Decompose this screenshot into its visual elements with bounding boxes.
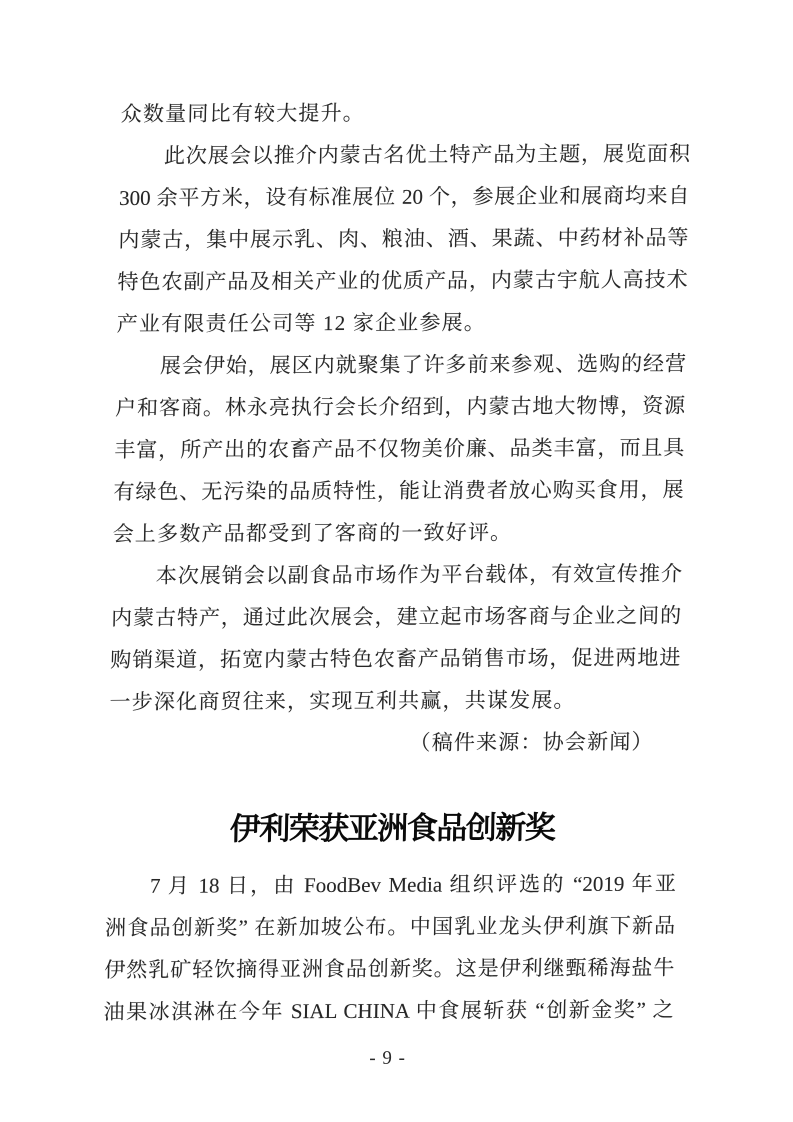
page-content: [102, 91, 691, 1073]
source-note: （稿件来源：协会新闻）: [409, 729, 654, 755]
text-line: 洲食品创新奖” 在新加坡公布。中国乳业龙头伊利旗下新品: [104, 913, 676, 940]
text-line: 内蒙古特产，通过此次展会，建立起市场客商与企业之间的: [110, 603, 682, 630]
text-line: 7 月 18 日，由 FoodBev Media 组织评选的 “2019 年亚: [149, 871, 677, 898]
text-line: 伊然乳矿轻饮摘得亚洲食品创新奖。这是伊利继甄稀海盐牛: [104, 955, 675, 982]
text-line: 本次展销会以副食品市场作为平台载体，有效宣传推介: [155, 561, 683, 588]
text-line: 此次展会以推介内蒙古名优土特产品为主题，展览面积: [163, 141, 691, 168]
text-line: 众数量同比有较大提升。: [120, 100, 366, 126]
text-line: 有绿色、无污染的品质特性，能让消费者放心购买食用，展: [113, 477, 684, 504]
text-line: 300 余平方米，设有标准展位 20 个，参展企业和展商均来自: [118, 183, 690, 210]
text-line: 展会伊始，展区内就聚集了许多前来参观、选购的经营: [159, 351, 687, 378]
text-line: 会上多数产品都受到了客商的一致好评。: [112, 520, 513, 546]
next-article-body: [103, 863, 676, 1033]
article-title: 伊利荣获亚洲食品创新奖: [229, 810, 555, 847]
text-line: 一步深化商贸往来，实现互利共赢，共谋发展。: [109, 687, 576, 714]
page-number: - 9 -: [369, 1047, 407, 1069]
text-line: 购销渠道，拓宽内蒙古特色农畜产品销售市场，促进两地进: [110, 645, 681, 672]
text-line: 特色农副产品及相关产业的优质产品，内蒙古宇航人高技术: [117, 267, 688, 294]
text-line: 户和客商。林永亮执行会长介绍到，内蒙古地大物博，资源: [114, 393, 686, 420]
text-line: 油果冰淇淋在今年 SIAL CHINA 中食展斩获 “创新金奖” 之: [103, 997, 674, 1024]
text-line: 丰富，所产出的农畜产品不仅物美价廉、品类丰富，而且具: [114, 435, 685, 462]
text-line: 产业有限责任公司等 12 家企业参展。: [116, 310, 487, 336]
text-line: 内蒙古，集中展示乳、肉、粮油、酒、果蔬、中药材补品等: [118, 225, 689, 252]
